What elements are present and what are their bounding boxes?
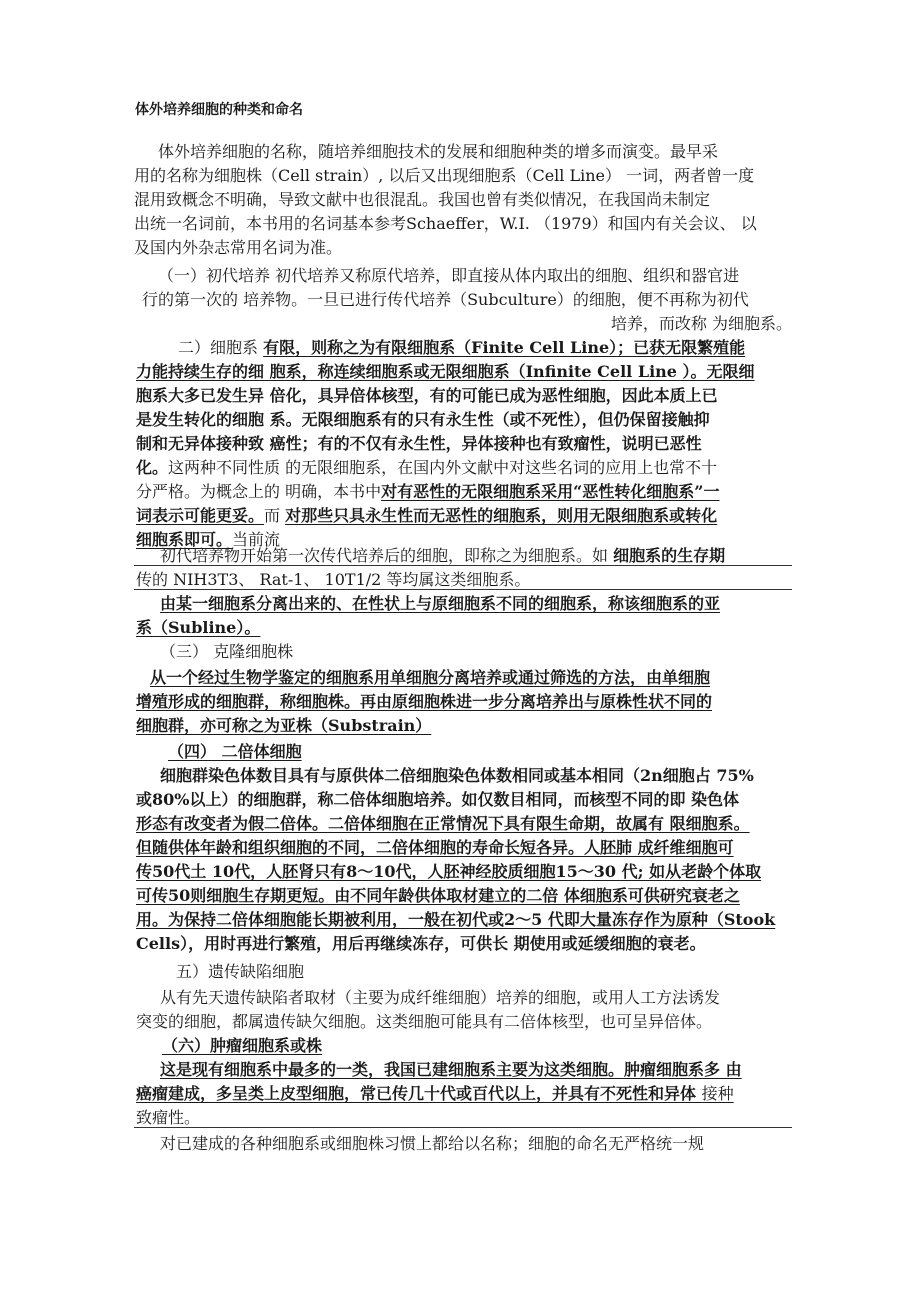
section-tumor-cell-line xyxy=(136,1058,742,1130)
divider-line xyxy=(134,589,792,590)
section2-continuation xyxy=(136,544,725,592)
section4-line: 用。为保持二倍体细胞能长期被利用，一般在初代或2～5 代即大量冻存作为原种（Stook xyxy=(136,910,776,929)
section2-text: 这两种不同性质 的无限细胞系，在国内外文献中对这些名词的应用上也常不十 xyxy=(168,458,718,477)
section2-emphasis: 词表示可能更妥。 xyxy=(136,506,265,525)
section2-line: 是发生转化的细胞 系。无限细胞系有的只有永生性（或不死性），但仍保留接触抑 xyxy=(136,410,710,429)
section2-text: 细胞系的生存期 xyxy=(613,546,726,565)
section6-text: 接种 xyxy=(701,1084,734,1103)
section5-heading: 五）遗传缺陷细胞 xyxy=(176,962,305,981)
section2-emphasis: 细胞系即可。 xyxy=(136,530,233,549)
section2-heading: 二）细胞系 xyxy=(178,338,264,357)
section-primary-culture xyxy=(142,264,792,336)
section2-text: 初代培养物开始第一次传代培养后的细胞，即称之为细胞系。如 xyxy=(160,546,614,565)
section6-text: 癌瘤建成，多呈类上皮型细胞，常已传几十代或百代以上，并具有不死性和异体 xyxy=(136,1084,702,1103)
subline-line: 系（Subline）。 xyxy=(136,618,261,637)
section4-line: Cells），用时再进行繁殖，用后再继续冻存，可供长 期使用或延缓细胞的衰老。 xyxy=(136,934,706,953)
section3-line: 细胞群，亦可称之为亚株（Substrain） xyxy=(136,716,432,735)
section5-line: 突变的细胞，都属遗传缺欠细胞。这类细胞可能具有二倍体核型，也可呈异倍体。 xyxy=(136,1012,713,1031)
section4-heading: （四） 二倍体细胞 xyxy=(168,742,302,761)
section-cell-line xyxy=(136,336,776,552)
section4-line: 形态有改变者为假二倍体。二倍体细胞在正常情况下具有限生命期，故属有 限细胞系。 xyxy=(136,814,750,833)
section6-heading: （六）肿瘤细胞系或株 xyxy=(162,1036,323,1055)
section-diploid-cells xyxy=(136,764,775,956)
section2-line: 力能持续生存的细 胞系，称连续细胞系或无限细胞系（Infinite Cell Line ）。无限细 xyxy=(136,362,755,381)
section-clone-strain xyxy=(136,666,712,738)
intro-paragraph xyxy=(134,140,757,260)
section1-line: 培养，而改称 为细胞系。 xyxy=(610,314,792,333)
intro-line: 混用致概念不明确，导致文献中也很混乱。我国也曾有类似情况，在我国尚未制定 xyxy=(134,190,711,209)
intro-line: 出统一名词前，本书用的名词基本参考Schaeffer，W.I. （1979）和国内有关会议、 以 xyxy=(134,214,757,233)
section4-line: 或80%以上）的细胞群，称二倍体细胞培养。如仅数目相同，而核型不同的即 染色体 xyxy=(136,790,740,809)
section2-line: 胞系大多已发生异 倍化，具异倍体核型，有的可能已成为恶性细胞，因此本质上已 xyxy=(136,386,718,405)
section1-line: 行的第一次的 培养物。一旦已进行传代培养（Subculture）的细胞，便不再称为初代 xyxy=(142,290,749,309)
intro-line: 及国内外杂志常用名词为准。 xyxy=(134,238,343,257)
section2-text: 化。 xyxy=(136,458,169,477)
section4-line: 可传50则细胞生存期更短。由不同年龄供体取材建立的二倍 体细胞系可供研究衰老之 xyxy=(136,886,740,905)
section3-line: 从一个经过生物学鉴定的细胞系用单细胞分离培养或通过筛选的方法，由单细胞 xyxy=(150,668,711,687)
section2-text: 而 xyxy=(264,506,286,525)
closing-line: 对已建成的各种细胞系或细胞株习惯上都给以名称；细胞的命名无严格统一规 xyxy=(160,1134,705,1153)
section2-text: 当前流 xyxy=(232,530,281,549)
section3-heading: （三） 克隆细胞株 xyxy=(160,642,294,661)
section4-line: 细胞群染色体数目具有与原供体二倍细胞染色体数相同或基本相同（2n细胞占 75% xyxy=(160,766,754,785)
section6-line: 致瘤性。 xyxy=(136,1108,201,1127)
section2-line: 制和无异体接种致 癌性；有的不仅有永生性，异体接种也有致瘤性，说明已恶性 xyxy=(136,434,702,453)
section-genetic-defect-cells xyxy=(136,986,720,1034)
section4-line: 传50代土 10代，人胚肾只有8～10代，人胚神经胶质细胞15～30 代; 如从老龄个体取 xyxy=(136,862,762,881)
subline-line: 由某一细胞系分离出来的、在性状上与原细胞系不同的细胞系，称该细胞系的亚 xyxy=(160,594,721,613)
intro-line: 体外培养细胞的名称，随培养细胞技术的发展和细胞种类的增多而演变。最早采 xyxy=(158,142,719,161)
section3-line: 增殖形成的细胞群，称细胞株。再由原细胞株进一步分离培养出与原株性状不同的 xyxy=(136,692,713,711)
section6-line: 这是现有细胞系中最多的一类，我国已建细胞系主要为这类细胞。肿瘤细胞系多 由 xyxy=(160,1060,742,1079)
section2-text: 有限，则称之为有限细胞系（Finite Cell Line）；已获无限繁殖能 xyxy=(263,338,746,357)
page-title: 体外培养细胞的种类和命名 xyxy=(135,102,303,118)
subline-paragraph xyxy=(136,592,720,640)
section4-line: 但随供体年龄和组织细胞的不同，二倍体细胞的寿命长短各异。人胚肺 成纤维细胞可 xyxy=(136,838,734,857)
divider-line xyxy=(134,1127,792,1128)
intro-line: 用的名称为细胞株（Cell strain）, 以后又出现细胞系（Cell Line） 一词，两者曾一度 xyxy=(134,166,755,185)
section2-emphasis: 对有恶性的无限细胞系采用“恶性转化细胞系”一 xyxy=(381,482,720,501)
section2-text: 分严格。为概念上的 明确，本书中 xyxy=(136,482,382,501)
section5-line: 从有先天遗传缺陷者取材（主要为成纤维细胞）培养的细胞，或用人工方法诱发 xyxy=(160,988,721,1007)
section2-line: 传的 NIH3T3、 Rat-1、 10T1/2 等均属这类细胞系。 xyxy=(136,570,531,589)
section2-emphasis: 对那些只具永生性而无恶性的细胞系，则用无限细胞系或转化 xyxy=(285,506,718,525)
section1-line: （一）初代培养 初代培养又称原代培养，即直接从体内取出的细胞、组织和器官进 xyxy=(158,266,740,285)
